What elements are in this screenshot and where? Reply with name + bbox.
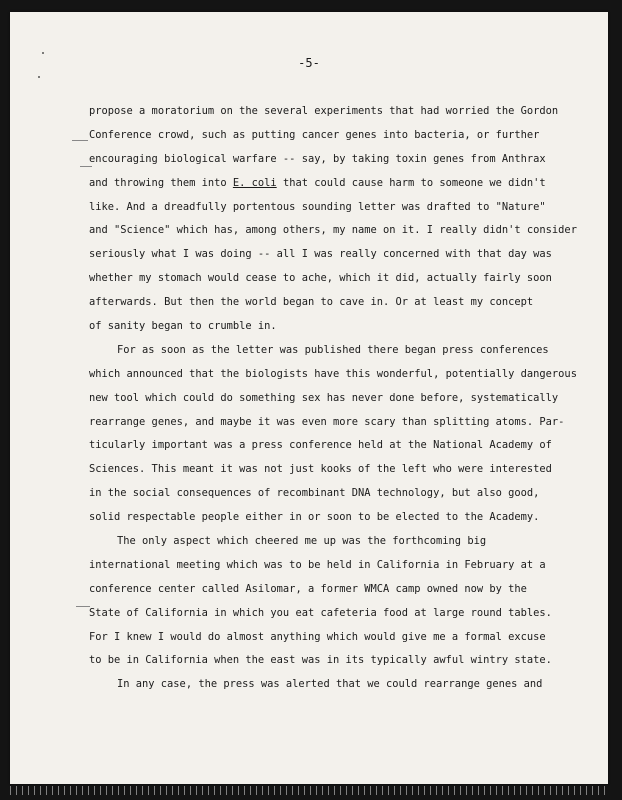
text-line: solid respectable people either in or soon to be elected to the Academy. bbox=[89, 511, 540, 524]
speck-mark bbox=[42, 52, 44, 54]
text-line: Conference crowd, such as putting cancer genes into bacteria, or further bbox=[89, 128, 540, 141]
text-line-with-underline bbox=[89, 172, 559, 196]
document-page bbox=[10, 12, 608, 784]
underlined-term: E. coli bbox=[232, 176, 277, 189]
text-line: new tool which could do something sex has never done before, systematically bbox=[89, 391, 559, 404]
paragraph-start: For as soon as the letter was published there began press conferences bbox=[117, 343, 549, 356]
paragraph-start: The only aspect which cheered me up was the forthcoming big bbox=[117, 535, 487, 548]
text-line: encouraging biological warfare -- say, by taking toxin genes from Anthrax bbox=[89, 152, 546, 165]
scan-ruler bbox=[10, 786, 608, 795]
text-line: seriously what I was doing -- all I was really concerned with that day was bbox=[89, 248, 552, 261]
text-fragment: that could cause harm to someone we didn't bbox=[276, 176, 546, 189]
speck-mark bbox=[38, 76, 40, 78]
text-line: State of California in which you eat cafeteria food at large round tables. bbox=[89, 606, 552, 619]
text-line: propose a moratorium on the several experiments that had worried the Gordon bbox=[89, 105, 559, 117]
text-line: whether my stomach would cease to ache, which it did, actually fairly soon bbox=[89, 272, 552, 285]
paragraph-start: In any case, the press was alerted that we could rearrange genes and bbox=[117, 678, 543, 691]
text-fragment: and throwing them into bbox=[89, 176, 233, 189]
text-line: to be in California when the east was in its typically awful wintry state. bbox=[89, 654, 552, 667]
text-line: ticularly important was a press conference held at the National Academy of bbox=[89, 439, 552, 452]
body-text bbox=[89, 100, 577, 697]
text-line: of sanity began to crumble in. bbox=[89, 320, 277, 333]
text-line: and "Science" which has, among others, my name on it. I really didn't consider bbox=[89, 224, 577, 237]
text-line: Sciences. This meant it was not just kooks of the left who were interested bbox=[89, 463, 552, 476]
text-line: afterwards. But then the world began to cave in. Or at least my concept bbox=[89, 296, 534, 309]
margin-mark bbox=[76, 606, 90, 607]
text-line: in the social consequences of recombinant DNA technology, but also good, bbox=[89, 487, 540, 500]
page-number: -5- bbox=[298, 56, 320, 70]
text-line: like. And a dreadfully portentous sounding letter was drafted to "Nature" bbox=[89, 200, 546, 213]
text-line: rearrange genes, and maybe it was even more scary than splitting atoms. Par- bbox=[89, 415, 565, 428]
text-line: For I knew I would do almost anything which would give me a formal excuse bbox=[89, 630, 546, 643]
margin-mark bbox=[72, 140, 88, 141]
text-line: international meeting which was to be held in California in February at a bbox=[89, 558, 546, 571]
text-line: conference center called Asilomar, a former WMCA camp owned now by the bbox=[89, 582, 527, 595]
text-line: which announced that the biologists have this wonderful, potentially dangerous bbox=[89, 367, 577, 380]
